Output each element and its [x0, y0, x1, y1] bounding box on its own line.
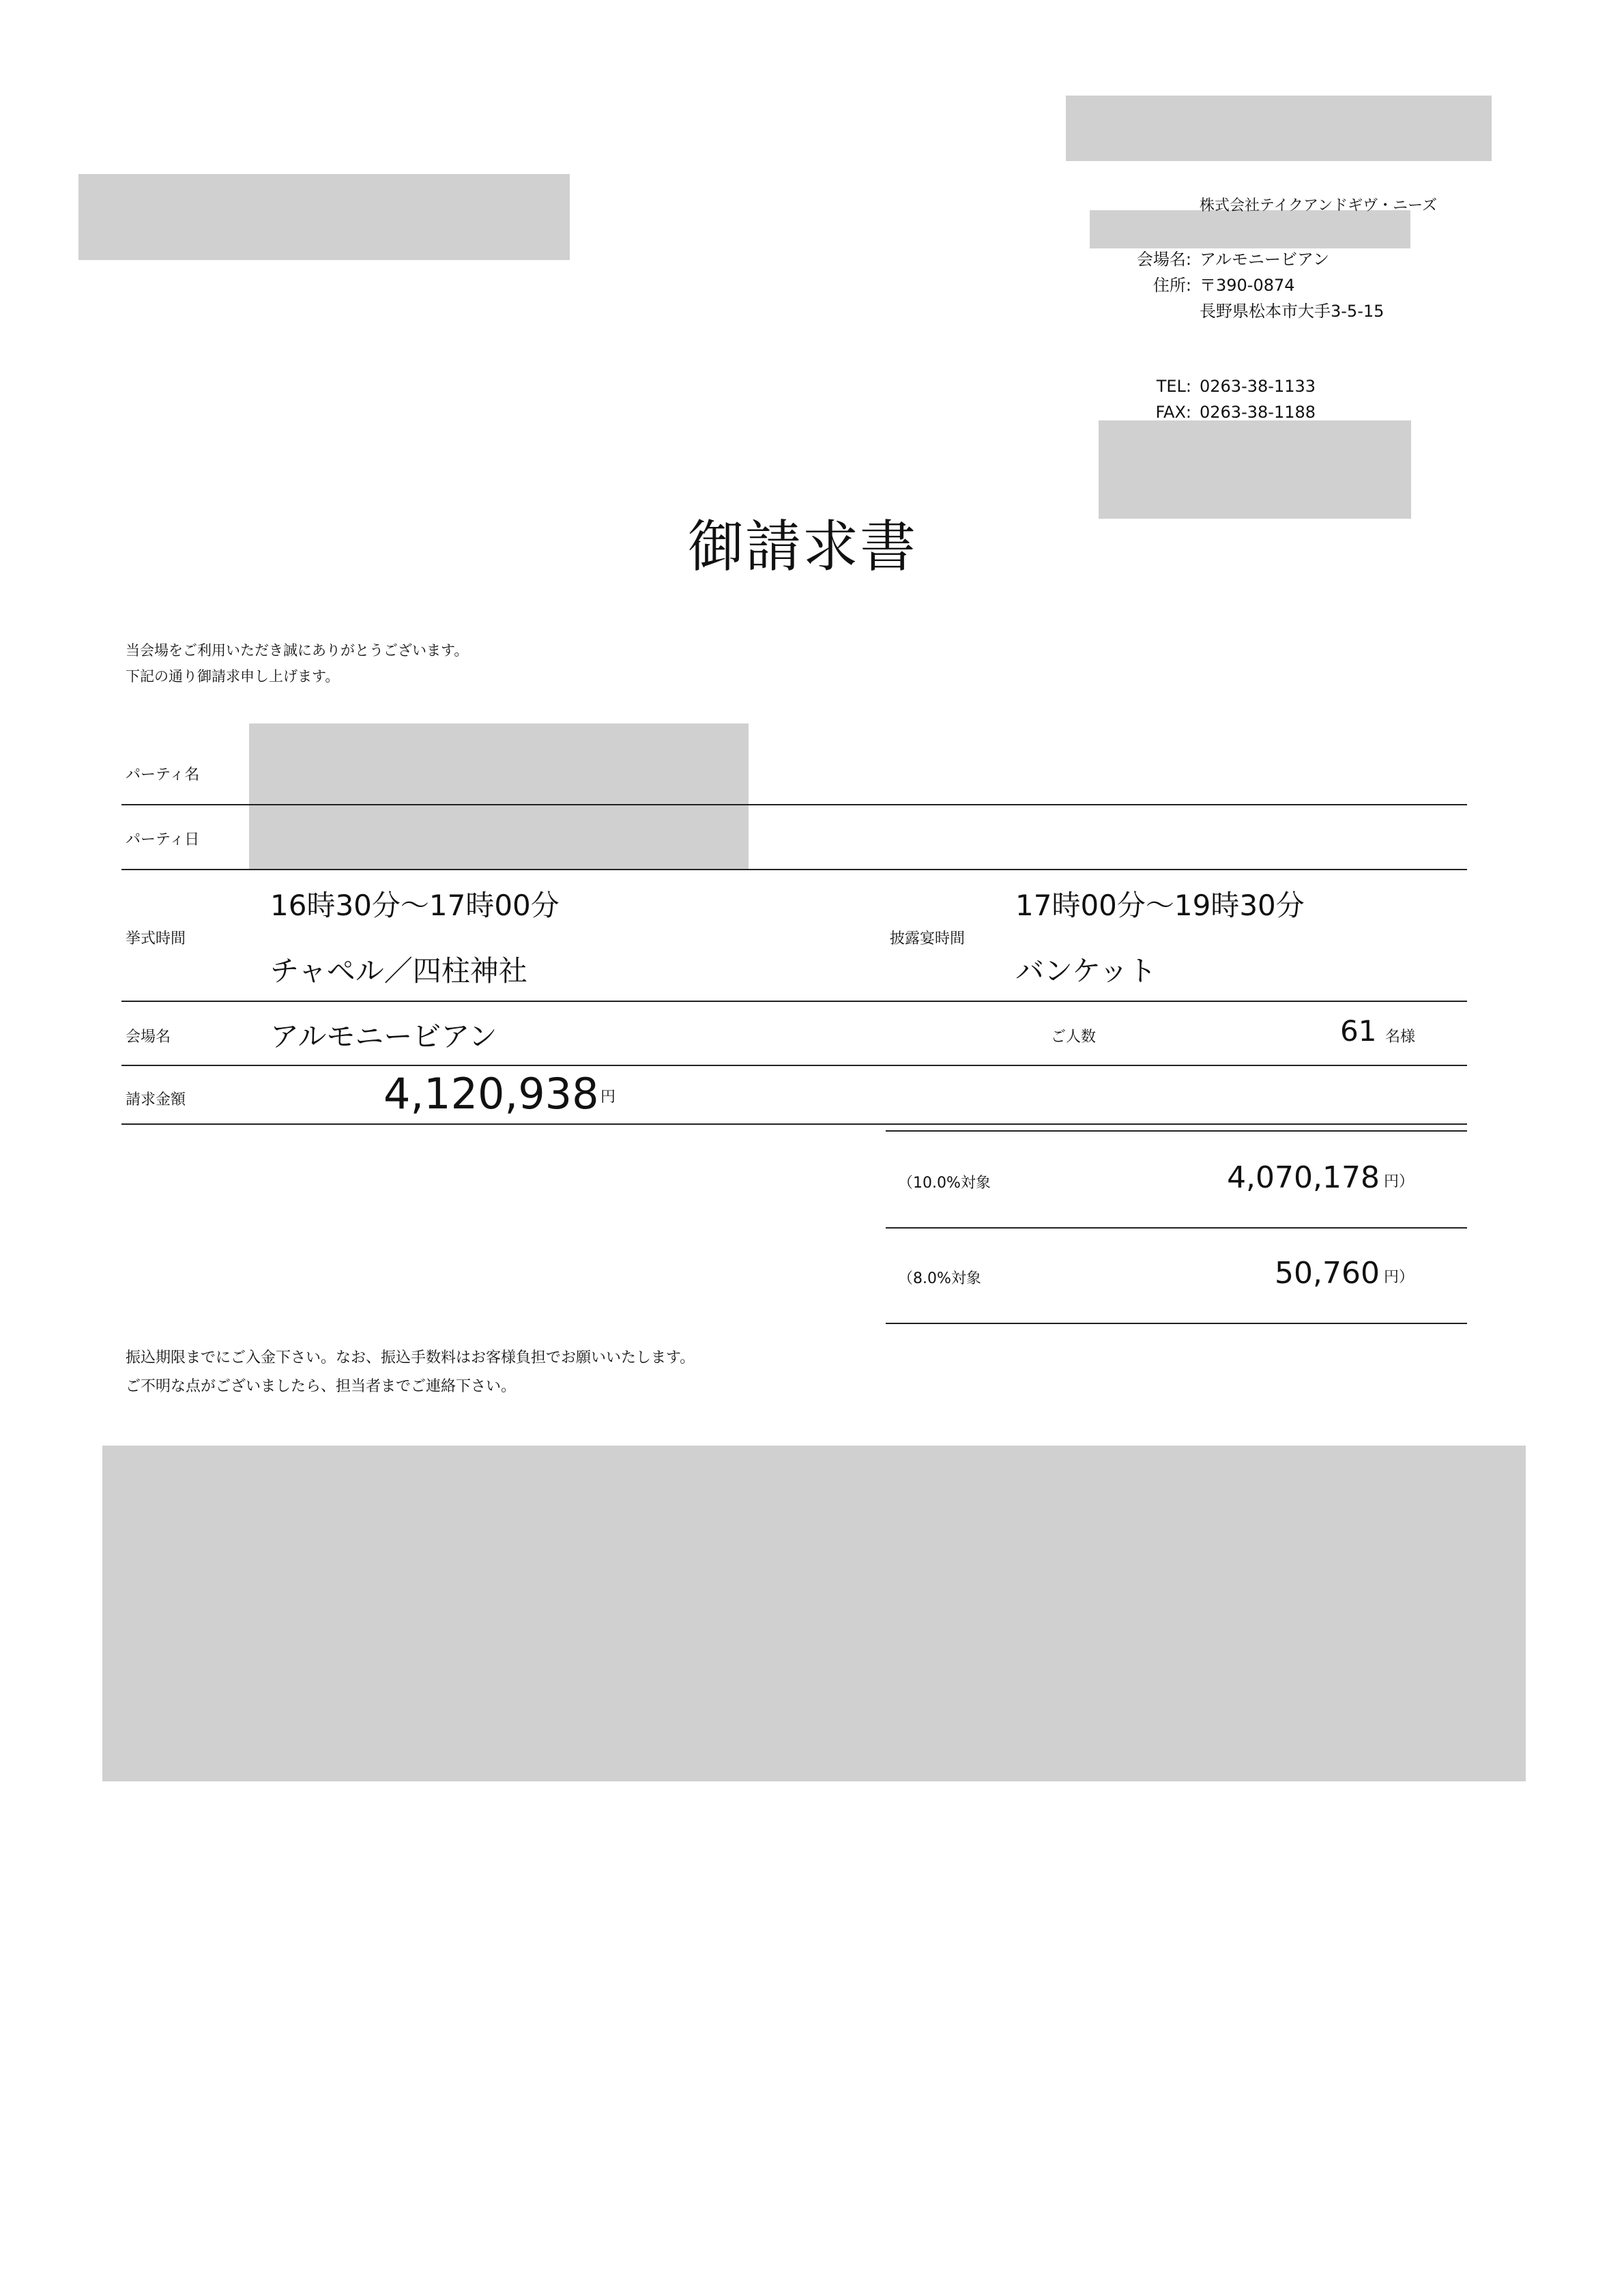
divider-amount: [121, 1123, 1467, 1125]
company-address: 長野県松本市大手3-5-15: [1200, 302, 1384, 321]
amount-label: 請求金額: [126, 1091, 186, 1108]
ceremony-place: チャペル／四柱神社: [270, 954, 527, 988]
reception-time-label: 披露宴時間: [890, 930, 966, 947]
party-date-label: パーティ日: [126, 831, 200, 848]
divider-party-date: [121, 869, 1467, 870]
divider-tax-bottom: [886, 1323, 1467, 1324]
note-line-1: 振込期限までにご入金下さい。なお、振込手数料はお客様負担でお願いいたします。: [126, 1349, 695, 1366]
company-tel: 0263-38-1133: [1200, 377, 1316, 396]
tax-10-unit: 円）: [1384, 1173, 1415, 1190]
redacted-party-info: [249, 723, 749, 870]
tax-8-label: （8.0%対象: [898, 1270, 981, 1287]
company-fax-label: FAX:: [1155, 403, 1191, 422]
amount-value: 4,120,938: [383, 1069, 599, 1119]
redacted-recipient: [78, 174, 570, 260]
company-venue: アルモニービアン: [1200, 250, 1330, 269]
company-postal: 〒390-0874: [1200, 276, 1295, 295]
company-venue-label: 会場名:: [1136, 250, 1191, 269]
divider-ceremony: [121, 1001, 1467, 1002]
venue-label: 会場名: [126, 1029, 171, 1046]
company-tel-label: TEL:: [1156, 377, 1191, 396]
venue-value: アルモニービアン: [270, 1020, 497, 1053]
greeting-line-1: 当会場をご利用いただき誠にありがとうございます。: [126, 642, 469, 659]
company-address-label: 住所:: [1152, 276, 1191, 295]
amount-unit: 円: [600, 1089, 616, 1106]
tax-10-label: （10.0%対象: [898, 1175, 991, 1192]
note-line-2: ご不明な点がございましたら、担当者までご連絡下さい。: [126, 1378, 517, 1395]
redacted-company-sub: [1090, 210, 1410, 248]
company-name: 株式会社テイクアンドギヴ・ニーズ: [1200, 197, 1438, 214]
greeting-line-2: 下記の通り御請求申し上げます。: [126, 668, 340, 685]
tax-8-amount: 50,760: [1275, 1256, 1380, 1291]
divider-venue: [121, 1065, 1467, 1066]
reception-time: 17時00分～19時30分: [1015, 889, 1305, 922]
party-name-label: パーティ名: [126, 766, 200, 784]
guests-unit: 名様: [1385, 1029, 1416, 1046]
redacted-header-right: [1066, 96, 1492, 161]
divider-tax-mid: [886, 1227, 1467, 1229]
divider-party-name: [121, 804, 1467, 805]
guests-value: 61: [1340, 1014, 1377, 1048]
document-title: 御請求書: [688, 515, 918, 579]
redacted-bank-info: [102, 1446, 1526, 1781]
reception-place: バンケット: [1015, 954, 1157, 988]
ceremony-time-label: 挙式時間: [126, 930, 186, 947]
tax-10-amount: 4,070,178: [1227, 1160, 1380, 1195]
ceremony-time: 16時30分～17時00分: [270, 889, 560, 922]
redacted-stamp: [1099, 420, 1411, 519]
guests-label: ご人数: [1051, 1029, 1097, 1046]
company-fax: 0263-38-1188: [1200, 403, 1316, 422]
tax-8-unit: 円）: [1384, 1269, 1415, 1286]
divider-tax-top: [886, 1130, 1467, 1132]
